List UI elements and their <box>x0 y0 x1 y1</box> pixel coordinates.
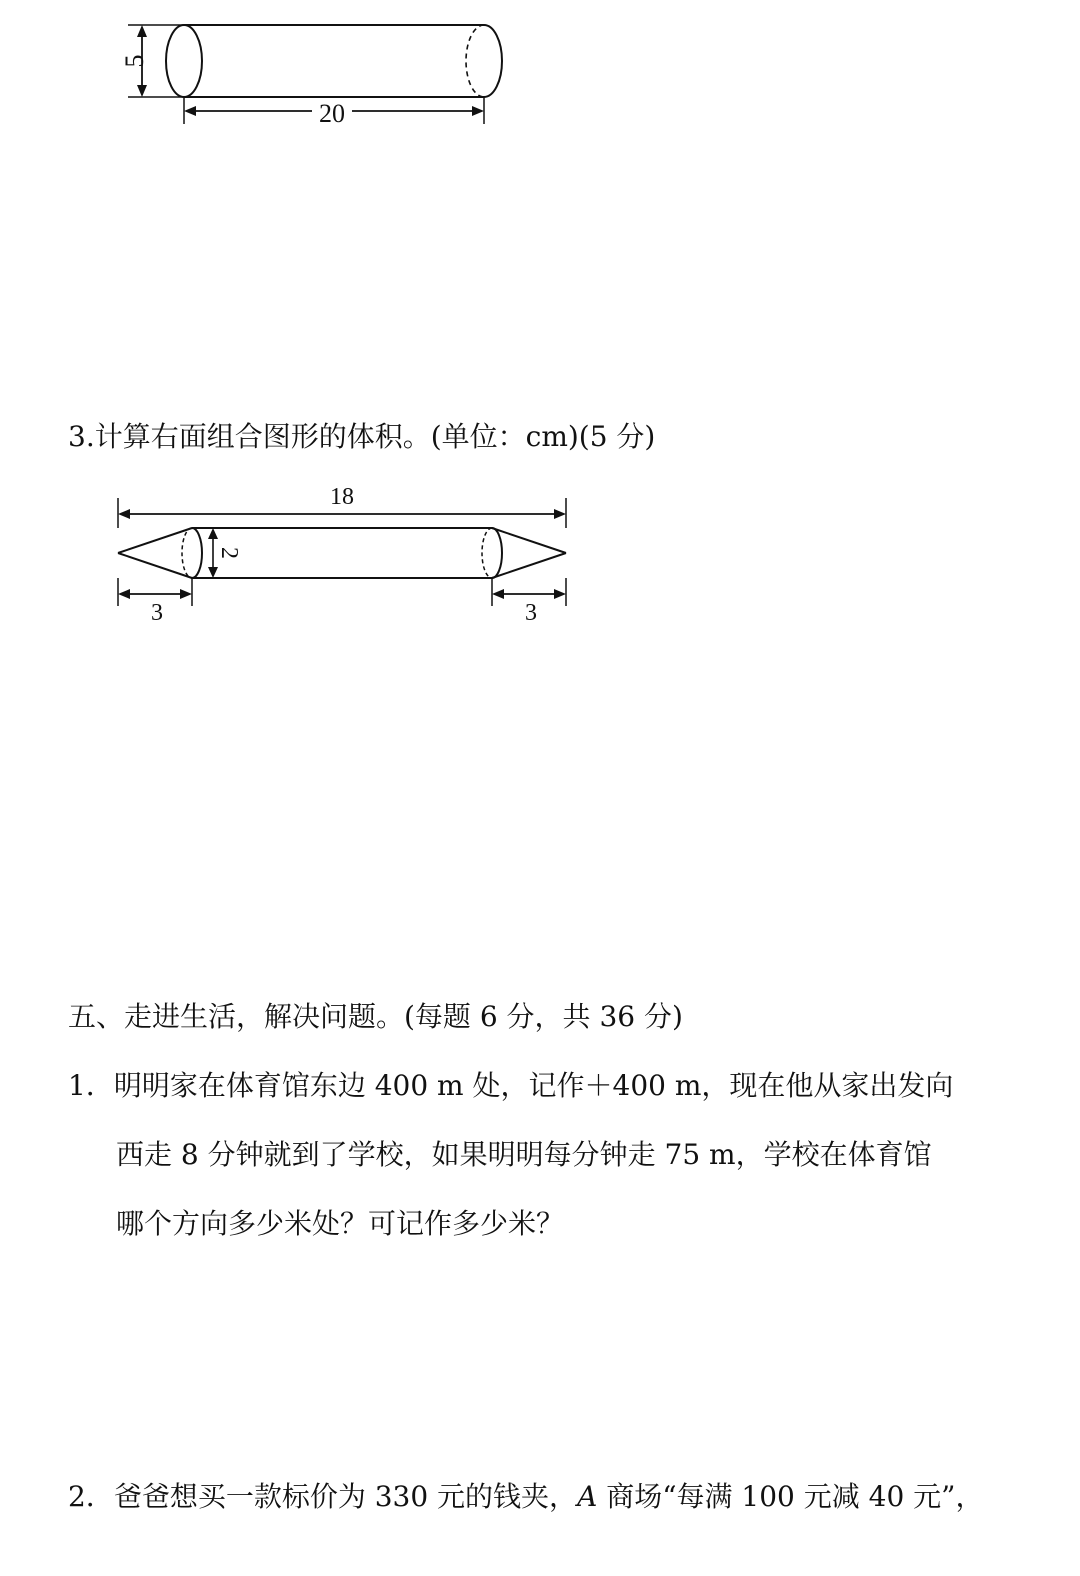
question-3: 3.计算右面组合图形的体积。(单位：cm)(5 分) <box>68 420 656 453</box>
right-base-hidden <box>482 528 492 578</box>
left-base-hidden <box>182 528 192 578</box>
pencil-diameter-label: 2 <box>216 547 242 559</box>
cylinder-left-face <box>166 25 202 97</box>
section-5-heading: 五、走进生活，解决问题。(每题 6 分，共 36 分) <box>68 1000 683 1033</box>
store-a-label: A <box>577 1480 598 1513</box>
pencil-figure <box>100 476 590 631</box>
question-1-line-2: 西走 8 分钟就到了学校，如果明明每分钟走 75 m，学校在体育馆 <box>116 1138 932 1171</box>
question-2-line-1 <box>68 1477 984 1517</box>
cylinder-figure <box>100 10 520 135</box>
cylinder-height-label: 5 <box>120 54 149 68</box>
right-base-front <box>492 528 502 578</box>
question-1-line-3: 哪个方向多少米处？可记作多少米？ <box>116 1207 565 1240</box>
cylinder-right-face-front <box>484 25 502 97</box>
question-2-part-2: 商场“每满 100 元减 40 元”， <box>597 1480 984 1513</box>
pencil-total-label: 18 <box>330 484 354 510</box>
question-2-part-1: 2．爸爸想买一款标价为 330 元的钱夹， <box>68 1480 578 1513</box>
right-cone-length-label: 3 <box>525 600 537 626</box>
cylinder-right-face-hidden <box>466 25 484 97</box>
question-1-line-1: 1．明明家在体育馆东边 400 m 处，记作＋400 m，现在他从家出发向 <box>68 1069 954 1102</box>
left-base-front <box>192 528 202 578</box>
left-cone-length-label: 3 <box>151 600 163 626</box>
cylinder-length-label: 20 <box>319 99 345 128</box>
